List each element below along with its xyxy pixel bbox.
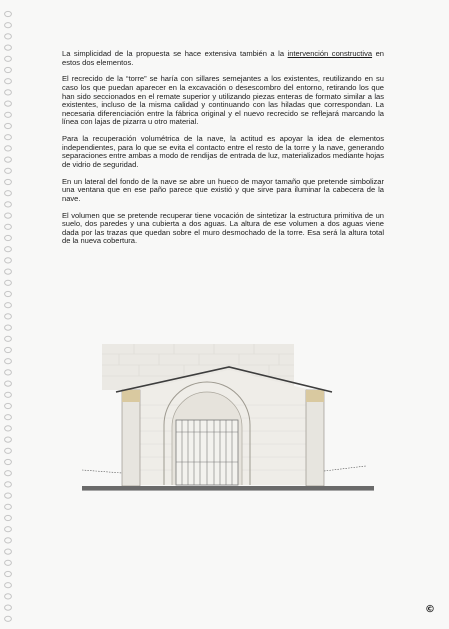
binding-ring	[5, 11, 12, 16]
binding-ring	[5, 247, 12, 252]
copyright-symbol: ©	[425, 604, 435, 615]
binding-ring	[5, 560, 12, 565]
binding-ring	[5, 101, 12, 106]
binding-ring	[5, 426, 12, 431]
binding-ring	[5, 235, 12, 240]
binding-ring	[5, 168, 12, 173]
binding-ring	[5, 135, 12, 140]
binding-ring	[5, 482, 12, 487]
binding-ring	[5, 303, 12, 308]
paragraph-recuperacion: Para la recuperación volumétrica de la nave, la actitud es apoyar la idea de elementos independientes, para lo que se evita el contacto entre el resto de la torre y la nave, generando separaciones entre ambas a modo de rendijas de entrada de luz, materializados mediante hojas de vidrio de seguridad.	[62, 134, 384, 169]
binding-ring	[5, 616, 12, 621]
binding-ring	[5, 325, 12, 330]
binding-ring	[5, 493, 12, 498]
binding-ring	[5, 459, 12, 464]
binding-ring	[5, 67, 12, 72]
binding-ring	[5, 571, 12, 576]
binding-ring	[5, 403, 12, 408]
binding-ring	[5, 213, 12, 218]
binding-ring	[5, 359, 12, 364]
elevation-drawing	[74, 340, 384, 512]
binding-ring	[5, 79, 12, 84]
binding-ring	[5, 23, 12, 28]
binding-ring	[5, 56, 12, 61]
binding-ring	[5, 594, 12, 599]
spiral-binding	[2, 10, 14, 622]
binding-ring	[5, 583, 12, 588]
binding-ring	[5, 370, 12, 375]
binding-ring	[5, 515, 12, 520]
binding-ring	[5, 381, 12, 386]
binding-ring	[5, 179, 12, 184]
binding-ring	[5, 471, 12, 476]
binding-ring	[5, 291, 12, 296]
binding-ring	[5, 269, 12, 274]
binding-ring	[5, 437, 12, 442]
binding-ring	[5, 336, 12, 341]
body-text	[62, 50, 384, 254]
binding-ring	[5, 34, 12, 39]
paragraph-volumen: El volumen que se pretende recuperar tiene vocación de sintetizar la estructura primitiva de un suelo, dos paredes y una cubierta a dos aguas. La altura de ese volumen a dos aguas viene dada por las trazas que quedan sobre el muro desmochado de la torre. Esa será la altura total de la nueva cobertura.	[62, 210, 384, 246]
binding-ring	[5, 448, 12, 453]
binding-ring	[5, 224, 12, 229]
binding-ring	[5, 504, 12, 509]
binding-ring	[5, 45, 12, 50]
binding-ring	[5, 280, 12, 285]
binding-ring	[5, 347, 12, 352]
binding-ring	[5, 392, 12, 397]
paragraph-recrecido: El recrecido de la “torre” se haría con sillares semejantes a los existentes, reutilizando en su caso los que puedan aparecer en la excavación o desescombro del entorno, retirando los que han sido seccionados en el remate superior y utilizando piezas enteras de formato similar a las existentes, incluso de la misma calidad y continuando con las hiladas que correspondan. La necesaria diferenciación entre la fábrica original y el nuevo recrecido se reflejará marcando la línea con lajas de pizarra u otro material.	[62, 74, 384, 127]
binding-ring	[5, 191, 12, 196]
paragraph-intro: La simplicidad de la propuesta se hace extensiva también a la intervención constructiva en estos dos elementos.	[62, 49, 384, 67]
binding-ring	[5, 415, 12, 420]
binding-ring	[5, 157, 12, 162]
intervencion-link[interactable]: intervención constructiva	[287, 49, 373, 58]
binding-ring	[5, 605, 12, 610]
binding-ring	[5, 549, 12, 554]
binding-ring	[5, 202, 12, 207]
binding-ring	[5, 90, 12, 95]
binding-ring	[5, 123, 12, 128]
binding-ring	[5, 146, 12, 151]
binding-ring	[5, 527, 12, 532]
binding-ring	[5, 538, 12, 543]
binding-ring	[5, 258, 12, 263]
binding-ring	[5, 112, 12, 117]
binding-ring	[5, 314, 12, 319]
paragraph-lateral: En un lateral del fondo de la nave se abre un hueco de mayor tamaño que pretende simbolizar una ventana que en ese paño parece que existió y que sirve para iluminar la cabecera de la nave.	[62, 176, 384, 203]
